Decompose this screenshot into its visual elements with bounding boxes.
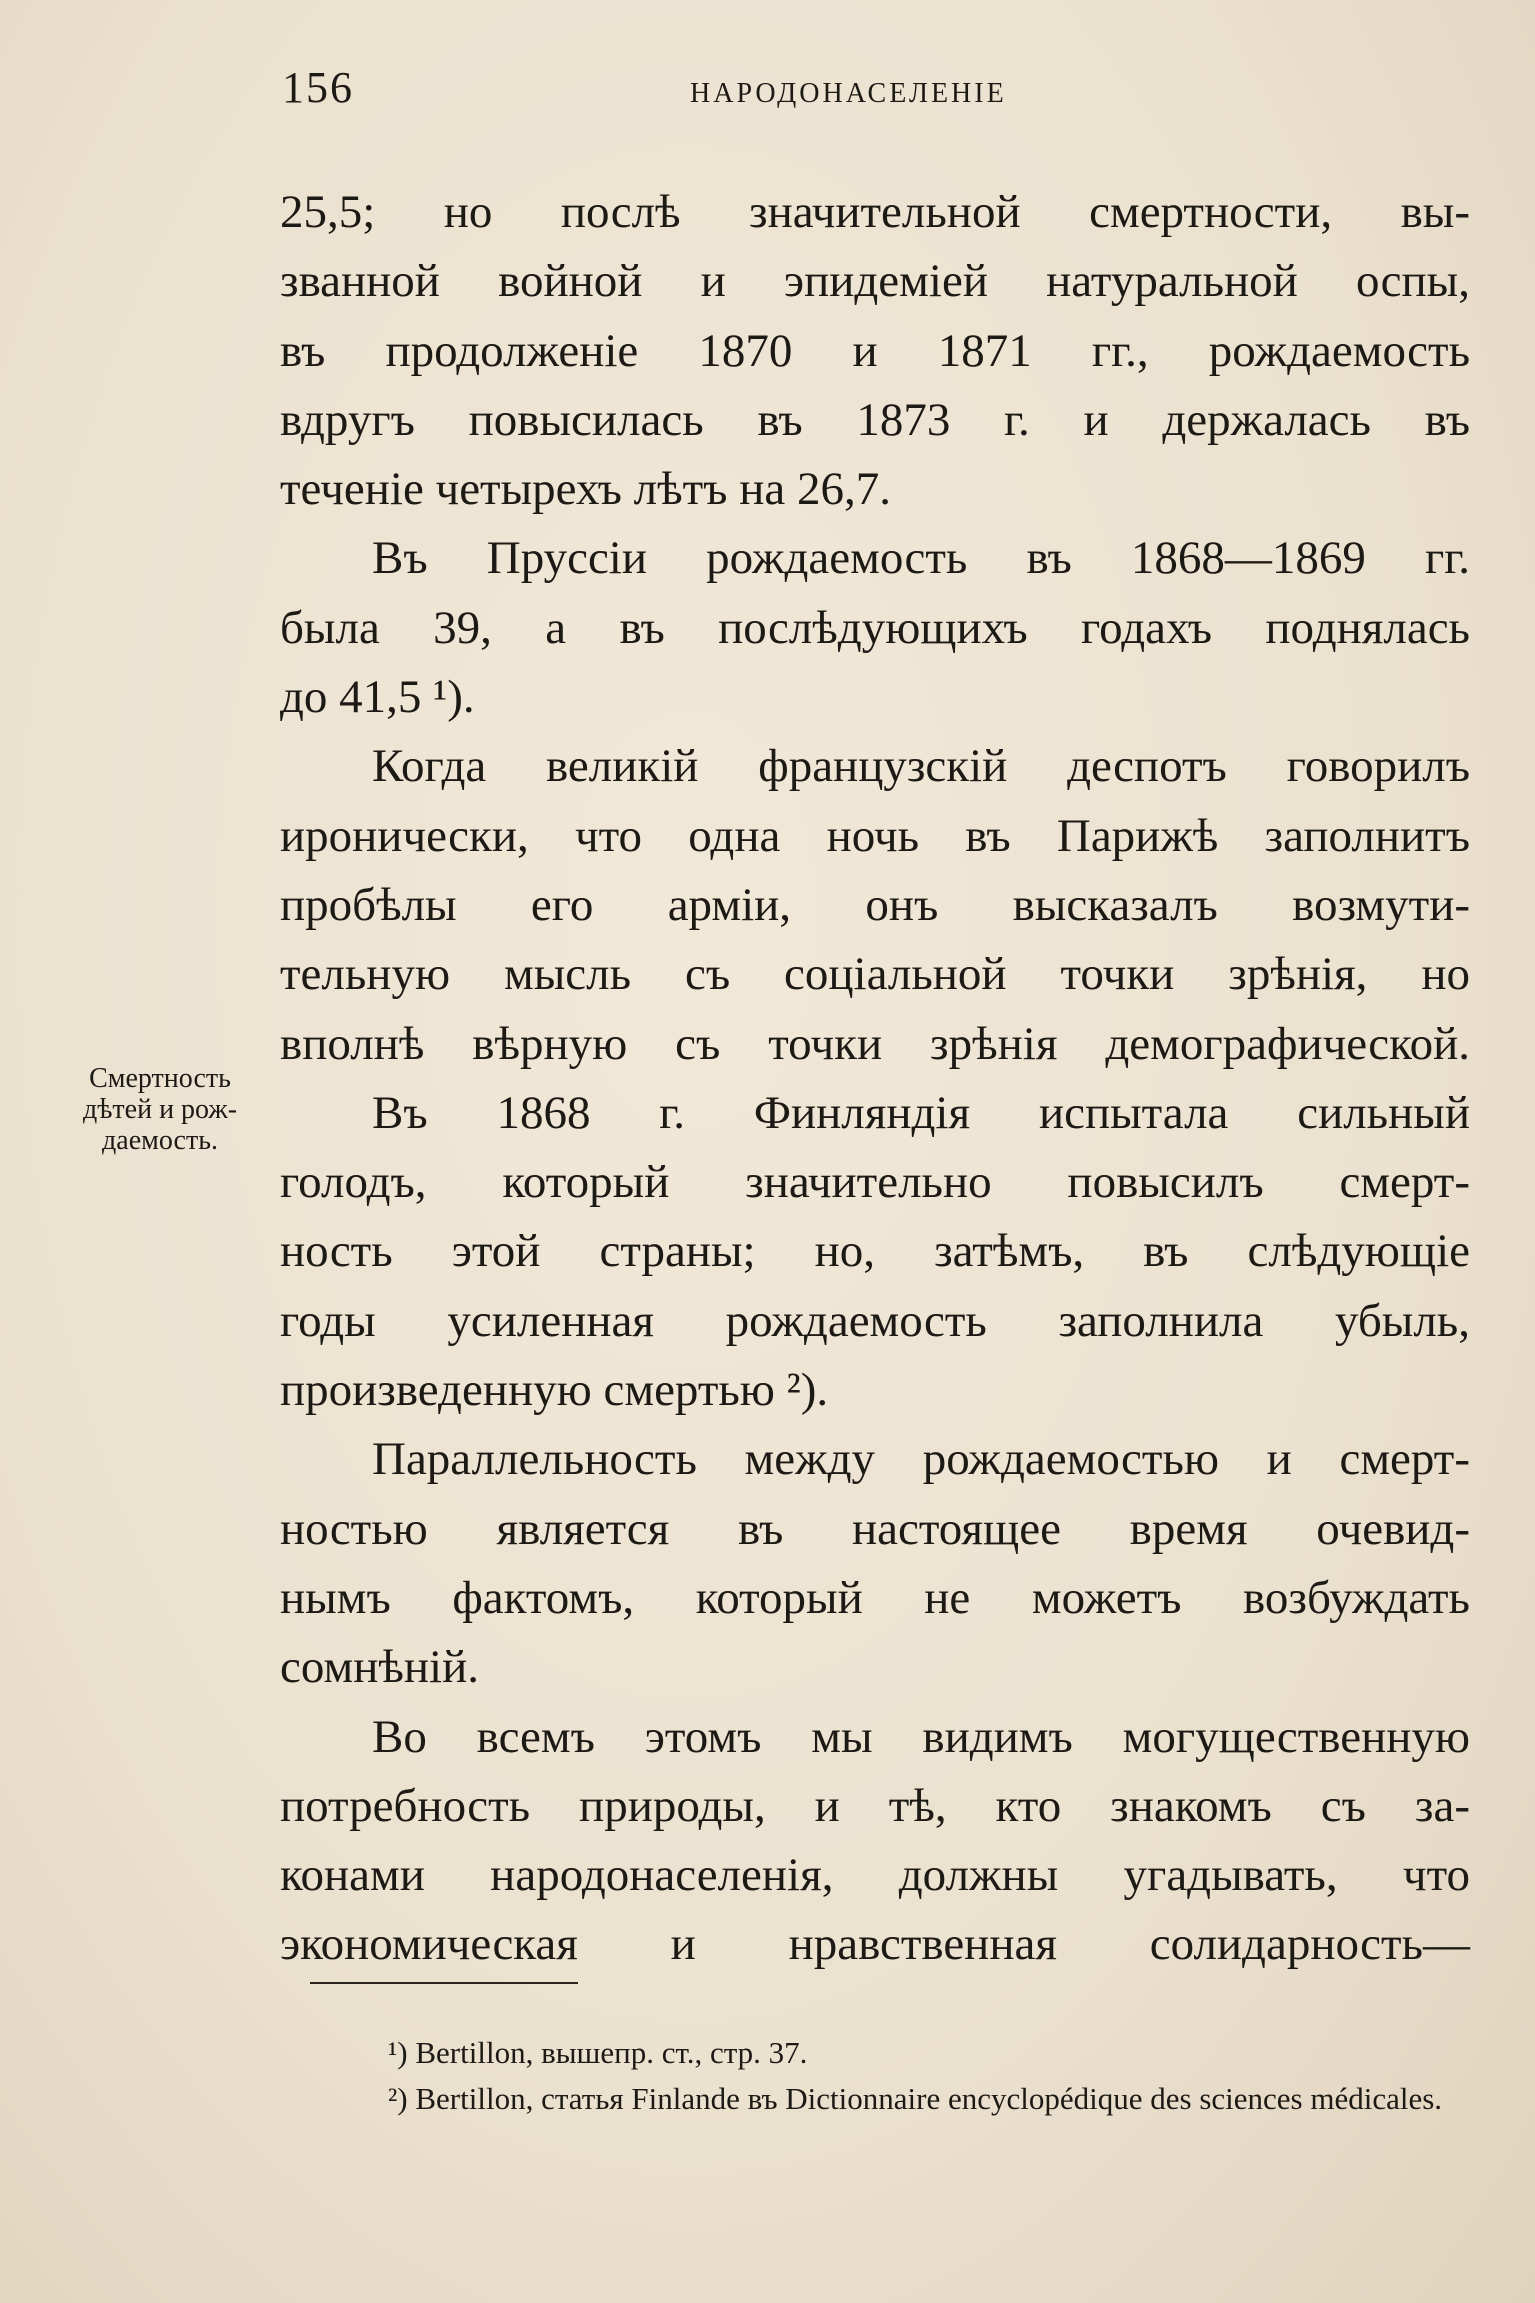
margin-note-line: даемость. — [102, 1125, 218, 1156]
footnotes — [308, 2030, 1480, 2122]
footnote-divider — [310, 1982, 578, 1984]
text-line: ность этой страны; но, затѣмъ, въ слѣдующіе — [280, 1225, 1470, 1278]
text-line: Когда великій французскій деспотъ говорилъ — [372, 740, 1470, 793]
margin-note-line: дѣтей и рож- — [82, 1094, 238, 1125]
footnote-1: ¹) Bertillon, вышепр. ст., стр. 37. — [388, 2035, 808, 2070]
margin-note — [40, 1063, 280, 1156]
text-line: была 39, а въ послѣдующихъ годахъ поднялась — [280, 601, 1470, 654]
text-line: произведенную смертью ²). — [280, 1364, 829, 1417]
text-line: экономическая и нравственная солидарность— — [280, 1918, 1470, 1971]
text-line: ностью является въ настоящее время очевид- — [280, 1502, 1470, 1555]
text-line: тельную мысль съ соціальной точки зрѣнія, но — [280, 948, 1470, 1001]
text-line: Параллельность между рождаемостью и смерт- — [372, 1433, 1470, 1486]
footnote-2: ²) Bertillon, статья Finlande въ Dictionnaire encyclopédique des sciences médicales. — [388, 2081, 1443, 2116]
text-line: вполнѣ вѣрную съ точки зрѣнія демографической. — [280, 1017, 1470, 1070]
text-line: голодъ, который значительно повысилъ смерт- — [280, 1156, 1470, 1209]
text-line: Въ Пруссіи рождаемость въ 1868—1869 гг. — [372, 532, 1470, 585]
text-line: годы усиленная рождаемость заполнила убыль, — [280, 1294, 1470, 1347]
text-line: теченіе четырехъ лѣтъ на 26,7. — [280, 463, 891, 516]
text-line: Во всемъ этомъ мы видимъ могущественную — [372, 1710, 1470, 1763]
text-line: до 41,5 ¹). — [280, 671, 475, 724]
text-line: пробѣлы его арміи, онъ высказалъ возмути- — [280, 878, 1470, 931]
margin-note-line: Смертность — [89, 1063, 231, 1094]
text-line: потребность природы, и тѣ, кто знакомъ съ за- — [280, 1779, 1470, 1832]
text-line: сомнѣній. — [280, 1641, 479, 1694]
text-line: въ продолженіе 1870 и 1871 гг., рождаемость — [280, 324, 1470, 377]
text-line: нымъ фактомъ, который не можетъ возбуждать — [280, 1571, 1470, 1624]
text-line: званной войной и эпидеміей натуральной оспы, — [280, 255, 1470, 308]
text-line: 25,5; но послѣ значительной смертности, вы- — [280, 186, 1470, 238]
running-title: НАРОДОНАСЕЛЕНІЕ — [690, 78, 1007, 109]
text-line: вдругъ повысилась въ 1873 г. и держалась въ — [280, 393, 1470, 446]
text-line: иронически, что одна ночь въ Парижѣ заполнитъ — [280, 809, 1470, 862]
text-line: конами народонаселенія, должны угадывать, что — [280, 1849, 1470, 1902]
text-line: Въ 1868 г. Финляндія испытала сильный — [372, 1086, 1470, 1139]
page-number: 156 — [282, 63, 354, 112]
body-text — [280, 178, 1470, 1980]
